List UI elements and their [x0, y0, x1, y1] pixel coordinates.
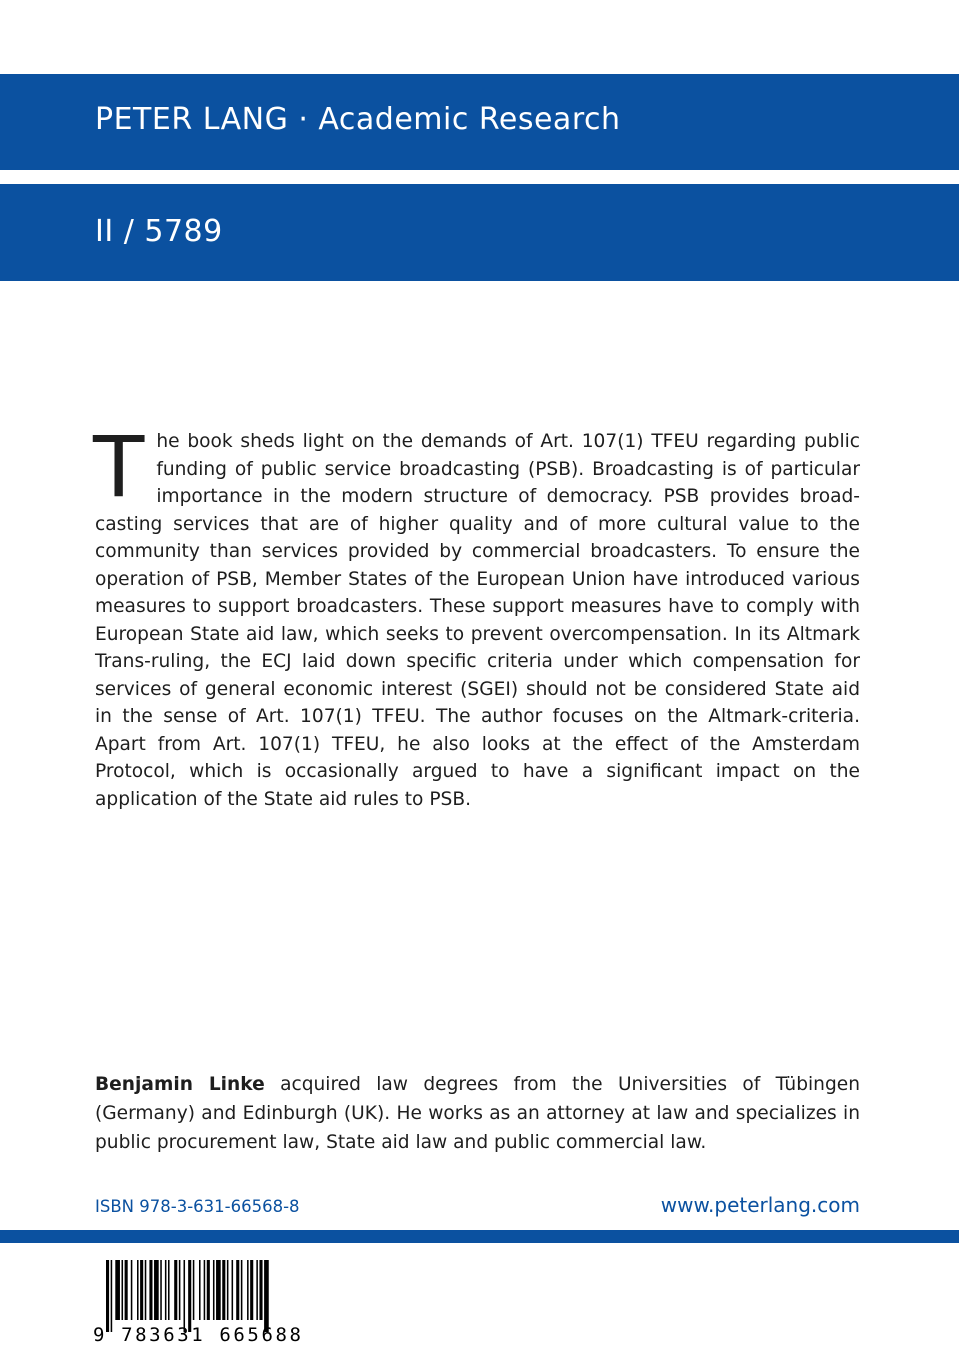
barcode-bar	[216, 1260, 221, 1320]
barcode-bar	[199, 1260, 201, 1320]
volume-number: II / 5789	[95, 214, 223, 249]
barcode	[93, 1260, 304, 1354]
bottom-rule	[0, 1230, 959, 1243]
barcode-bar	[250, 1260, 253, 1320]
barcode-bar	[179, 1260, 181, 1320]
barcode-bar	[154, 1260, 159, 1320]
author-bio-text: acquired law degrees from the Universities of Tübingen (Germany) and Edinburgh (UK). He works as an attorney at law and specializes in public procurement law, State aid law and public commercial law.	[95, 1074, 860, 1153]
barcode-bar	[256, 1260, 258, 1320]
barcode-bar	[165, 1260, 167, 1320]
description-text: he book sheds light on the demands of Art. 107(1) TFEU regarding public funding of public service broadcasting (PSB). Broadcasting is of particular importance in the modern structure of democracy. PSB provides broadcasting services that are of higher quality and of more cultural value to the community than services provided by commercial broadcasters. To ensure the operation of PSB, Member States of the European Union have introduced various measures to support broadcasters. These support measures have to comply with European State aid law, which seeks to prevent overcompensation. In its Altmark Trans-ruling, the ECJ laid down specific criteria under which compensation for services of general economic interest (SGEI) should not be considered State aid in the sense of Art. 107(1) TFEU. The author focuses on the Altmark-criteria. Apart from Art. 107(1) TFEU, he also looks at the effect of the Amsterdam Protocol, which is occasionally argued to have a significant impact on the application of the State aid rules to PSB.	[95, 431, 860, 810]
barcode-bars	[93, 1260, 291, 1332]
barcode-bar	[193, 1260, 195, 1320]
barcode-bar	[184, 1260, 186, 1332]
barcode-bar	[232, 1260, 234, 1320]
book-description	[93, 418, 860, 813]
barcode-bar	[204, 1260, 206, 1320]
barcode-bar	[236, 1260, 239, 1320]
barcode-bar	[247, 1260, 249, 1320]
barcode-bar	[259, 1260, 262, 1320]
drop-cap: T	[93, 418, 145, 516]
volume-banner	[0, 184, 959, 281]
barcode-bar	[174, 1260, 177, 1320]
barcode-bar	[131, 1260, 133, 1320]
barcode-bar	[125, 1260, 128, 1320]
barcode-bar	[222, 1260, 225, 1320]
barcode-digits: 9 783631 665688	[93, 1324, 304, 1346]
series-title: PETER LANG · Academic Research	[95, 102, 621, 137]
author-name: Benjamin Linke	[95, 1074, 265, 1095]
series-banner	[0, 74, 959, 170]
barcode-bar	[122, 1260, 124, 1320]
barcode-bar	[115, 1260, 120, 1320]
isbn-label: ISBN 978-3-631-66568-8	[95, 1197, 300, 1216]
barcode-bar	[106, 1260, 109, 1332]
barcode-bar	[149, 1260, 152, 1320]
barcode-bar	[213, 1260, 215, 1320]
barcode-bar	[241, 1260, 243, 1320]
barcode-bar	[145, 1260, 147, 1320]
barcode-bar	[160, 1260, 162, 1320]
barcode-bar	[111, 1260, 113, 1332]
barcode-bar	[227, 1260, 229, 1320]
barcode-bar	[188, 1260, 191, 1332]
barcode-bar	[168, 1260, 170, 1320]
publisher-website-link[interactable]: www.peterlang.com	[660, 1193, 860, 1217]
barcode-bar	[264, 1260, 269, 1332]
barcode-bar	[137, 1260, 139, 1320]
author-bio	[95, 1070, 860, 1157]
barcode-bar	[207, 1260, 210, 1320]
barcode-bar	[140, 1260, 143, 1320]
